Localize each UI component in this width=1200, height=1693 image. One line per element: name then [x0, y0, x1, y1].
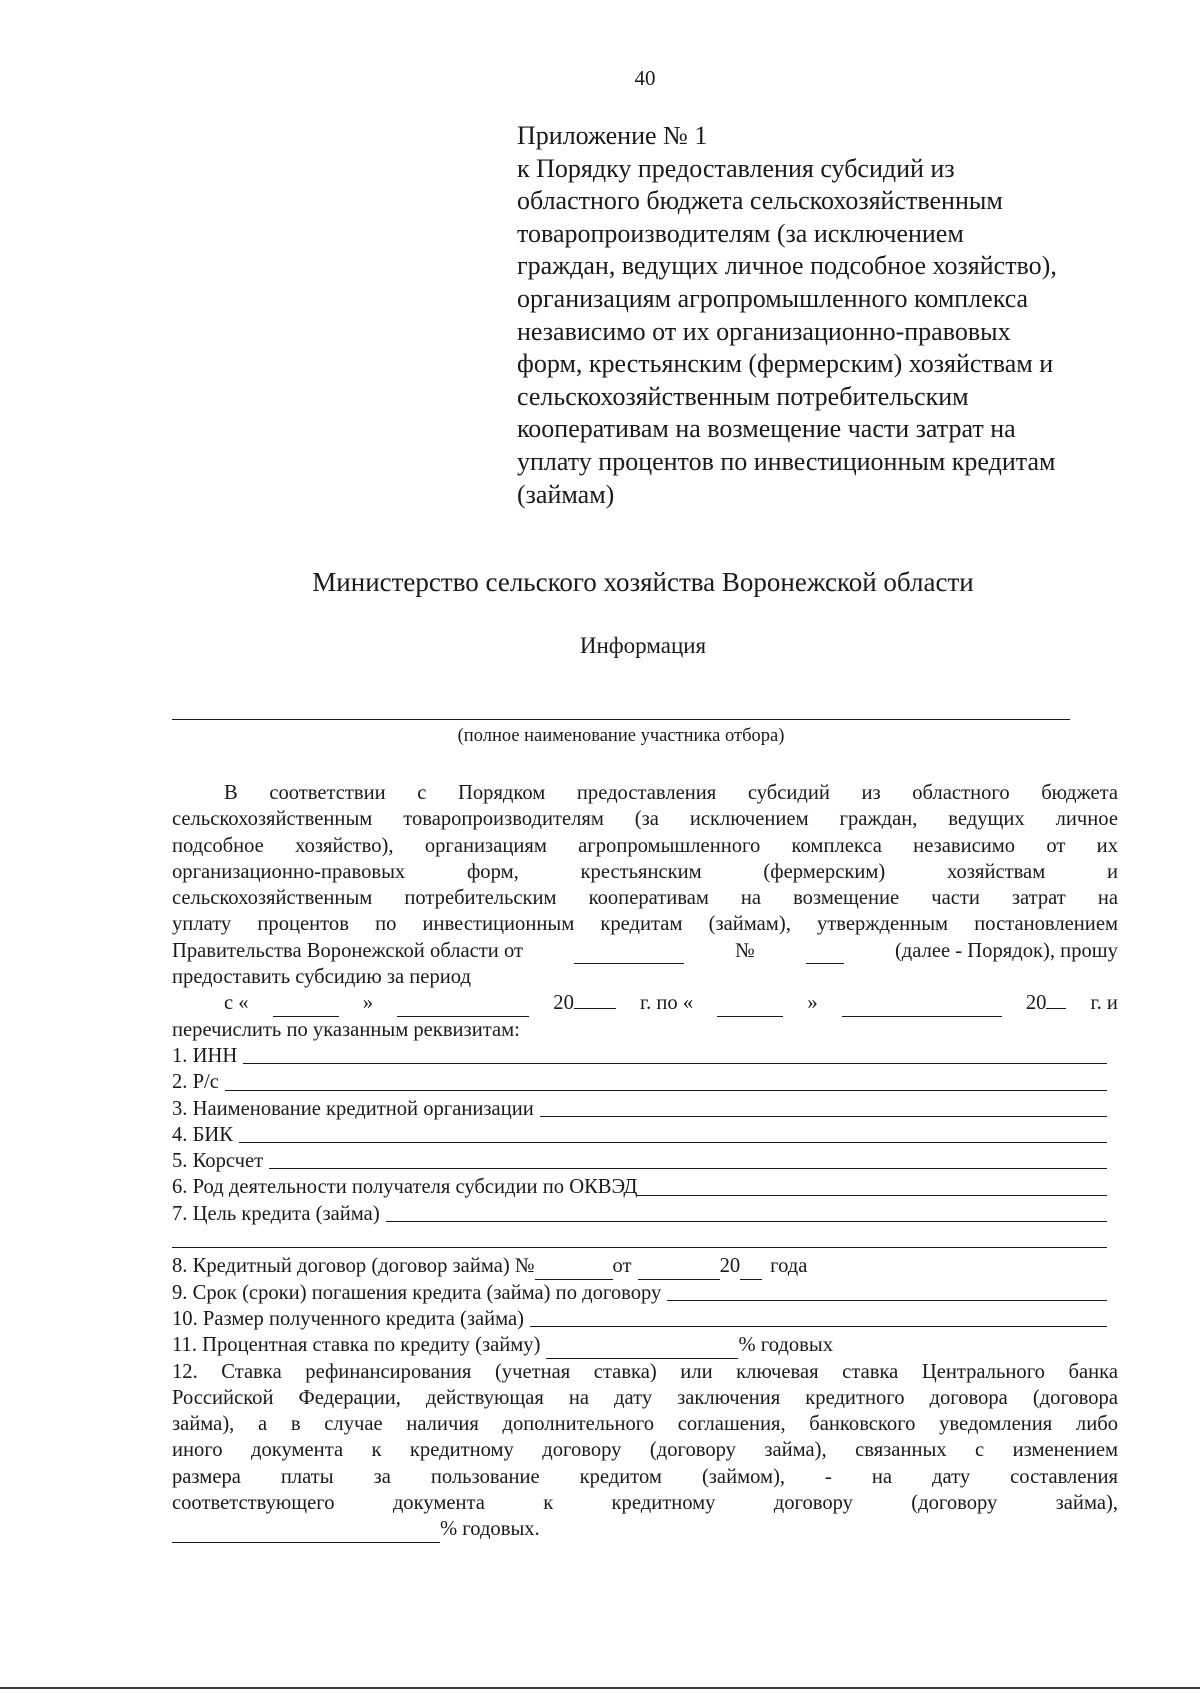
period-tail: г. и	[1090, 992, 1118, 1015]
form-body	[172, 780, 1118, 1543]
rate-row	[172, 1332, 1118, 1358]
repayment-label: 9. Срок (сроки) погашения кредита (займа) по договору	[172, 1281, 662, 1304]
item12-line: размера платы за пользование кредитом (займом), - на дату составления	[172, 1465, 1118, 1488]
period-from-month-field[interactable]	[397, 998, 529, 1017]
bik-field[interactable]	[239, 1141, 1107, 1143]
annex-line: независимо от их организационно-правовых	[517, 316, 1011, 346]
intro-line: В соответствии с Порядком предоставления субсидий из областного бюджета	[224, 782, 1118, 804]
contract-label: 8. Кредитный договор (договор займа) №	[172, 1255, 535, 1278]
bank-name-row	[172, 1096, 1107, 1122]
refinancing-rate-unit: % годовых.	[440, 1518, 540, 1541]
corr-account-row	[172, 1148, 1107, 1174]
item12-line: соответствующего документа к кредитному договору (договору займа),	[172, 1492, 1118, 1515]
period-from-day-field[interactable]	[273, 998, 339, 1017]
annex-line: товаропроизводителям (за исключением	[517, 218, 964, 248]
decree-date-field[interactable]	[574, 945, 684, 964]
bank-name-field[interactable]	[540, 1115, 1107, 1117]
period-from-year-field[interactable]	[574, 990, 616, 1009]
intro-line: организационно-правовых форм, крестьянским (фермерским) хозяйствам и	[172, 860, 1118, 883]
item12-line: займа), а в случае наличия дополнительного соглашения, банковского уведомления либо	[172, 1413, 1118, 1436]
intro-line: сельскохозяйственным потребительским кооперативам на возмещение части затрат на	[172, 887, 1118, 910]
period-to-year-field[interactable]	[1046, 990, 1066, 1009]
annex-line: областного бюджета сельскохозяйственным	[517, 186, 1003, 216]
refinancing-rate-row	[172, 1516, 1118, 1542]
contract-row	[172, 1253, 1118, 1279]
annex-line: организациям агропромышленного комплекса	[517, 283, 1029, 313]
loan-goal-label: 7. Цель кредита (займа)	[172, 1202, 380, 1225]
account-row	[172, 1069, 1107, 1095]
contract-number-field[interactable]	[535, 1261, 613, 1280]
repayment-row	[172, 1280, 1107, 1306]
account-label: 2. Р/с	[172, 1071, 219, 1094]
loan-goal-row	[172, 1201, 1107, 1227]
period-to-close: »	[807, 992, 818, 1015]
period-line	[172, 990, 1118, 1016]
participant-name-caption: (полное наименование участника отбора)	[457, 726, 785, 746]
decree-number-sign: №	[735, 939, 755, 962]
page-number: 40	[634, 66, 656, 90]
information-heading: Информация	[579, 633, 707, 658]
bottom-scan-edge	[0, 1687, 1200, 1689]
contract-from-label: от	[612, 1255, 632, 1278]
inn-label: 1. ИНН	[172, 1044, 238, 1067]
intro-line: уплату процентов по инвестиционным кредитам (займам), утвержденным постановлением	[172, 913, 1118, 936]
decree-number-field[interactable]	[806, 945, 844, 964]
period-from-close: »	[362, 992, 374, 1015]
account-field[interactable]	[225, 1089, 1107, 1091]
contract-year-label: 20	[719, 1255, 741, 1278]
decree-line	[172, 938, 1118, 964]
loan-size-label: 10. Размер полученного кредита (займа)	[172, 1307, 525, 1330]
corr-account-field[interactable]	[269, 1167, 1107, 1169]
participant-name-field[interactable]	[172, 719, 1070, 720]
rate-unit: % годовых	[738, 1334, 834, 1357]
annex-line: кооперативам на возмещение части затрат на	[517, 414, 1016, 444]
contract-year-word: года	[770, 1255, 808, 1278]
decree-text-end: (далее - Порядок), прошу	[894, 939, 1118, 962]
annex-line: к Порядку предоставления субсидий из	[517, 153, 955, 183]
period-to-prefix: г. по «	[639, 992, 694, 1015]
rate-field[interactable]	[546, 1340, 738, 1359]
intro-last-line: предоставить субсидию за период	[172, 966, 471, 989]
period-from-prefix: с «	[224, 992, 249, 1015]
contract-year-field[interactable]	[740, 1261, 762, 1280]
period-to-day-field[interactable]	[717, 998, 783, 1017]
annex-header	[517, 120, 1157, 511]
bik-row	[172, 1122, 1107, 1148]
inn-field[interactable]	[243, 1062, 1107, 1064]
intro-line: сельскохозяйственным товаропроизводителям (за исключением граждан, ведущих личное	[172, 808, 1118, 831]
item12-line: иного документа к кредитному договору (договору займа), связанных с изменением	[172, 1439, 1118, 1462]
okved-field[interactable]	[637, 1194, 1107, 1196]
repayment-field[interactable]	[667, 1299, 1107, 1301]
annex-line: форм, крестьянским (фермерским) хозяйствам и	[517, 349, 1054, 379]
bank-name-label: 3. Наименование кредитной организации	[172, 1097, 534, 1120]
loan-goal-field[interactable]	[386, 1220, 1107, 1222]
transfer-line: перечислить по указанным реквизитам:	[172, 1018, 520, 1041]
decree-text: Правительства Воронежской области от	[172, 939, 523, 962]
inn-row	[172, 1043, 1107, 1069]
annex-line: сельскохозяйственным потребительским	[517, 381, 969, 411]
refinancing-rate-field[interactable]	[172, 1524, 440, 1543]
loan-size-row	[172, 1306, 1107, 1332]
corr-account-label: 5. Корсчет	[172, 1150, 264, 1173]
loan-goal-extra-field[interactable]	[172, 1247, 1107, 1248]
loan-goal-extra-row	[172, 1227, 1118, 1253]
loan-size-field[interactable]	[530, 1325, 1107, 1327]
period-to-year: 20	[1025, 992, 1047, 1015]
annex-line: (займам)	[517, 479, 615, 509]
bik-label: 4. БИК	[172, 1123, 234, 1146]
period-to-month-field[interactable]	[842, 998, 1002, 1017]
period-from-year: 20	[553, 992, 574, 1015]
contract-date-field[interactable]	[638, 1261, 720, 1280]
item12-line: 12. Ставка рефинансирования (учетная ставка) или ключевая ставка Центрального банка	[172, 1360, 1118, 1383]
intro-line: подсобное хозяйство), организациям агропромышленного комплекса независимо от их	[172, 834, 1118, 857]
annex-line: граждан, ведущих личное подсобное хозяйство),	[517, 251, 1057, 281]
annex-line: Приложение № 1	[517, 121, 708, 150]
rate-label: 11. Процентная ставка по кредиту (займу)	[172, 1334, 541, 1357]
okved-label: 6. Род деятельности получателя субсидии по ОКВЭД	[172, 1176, 638, 1199]
annex-line: уплату процентов по инвестиционным кредитам	[517, 446, 1056, 476]
ministry-title: Министерство сельского хозяйства Воронежской области	[312, 567, 974, 597]
item12-line: Российской Федерации, действующая на дату заключения кредитного договора (договора	[172, 1386, 1118, 1409]
okved-row	[172, 1174, 1107, 1200]
